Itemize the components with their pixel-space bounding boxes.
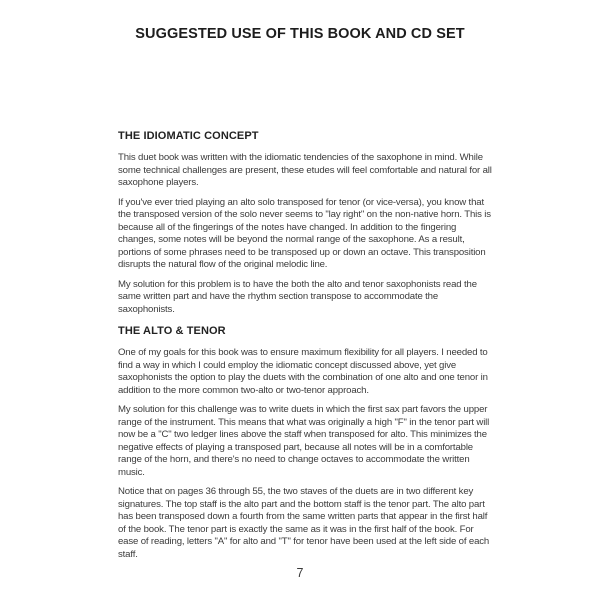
paragraph-alto-tenor-2: My solution for this challenge was to write duets in which the first sax part favors the upper range of the instrument. This means that what was originally a high "F" in the tenor part will now be a "C" two ledger lines above the staff when transposed for alto. This minimizes the negative effects of playing a transposed part, because all notes will be in a comfortable range of the horn, and there's no need to change octaves to accommodate the written music. [118,404,490,478]
section-heading-idiomatic-concept: THE IDIOMATIC CONCEPT [118,130,259,142]
paragraph-idiomatic-3: My solution for this problem is to have the both the alto and tenor saxophonists read the same written part and have the rhythm section transpose to accommodate the saxophonists. [118,278,477,315]
page-title: SUGGESTED USE OF THIS BOOK AND CD SET [135,26,465,42]
paragraph-alto-tenor-3: Notice that on pages 36 through 55, the two staves of the duets are in two different key signatures. The top staff is the alto part and the bottom staff is the tenor part. The alto part has been transposed down a fourth from the same written parts that appear in the first half of the book. The tenor part is exactly the same as it was in the first half of the book. For ease of reading, letters "A" for alto and "T" for tenor have been used at the left side of each staff. [118,486,490,560]
page-content [118,130,494,568]
paragraph-alto-tenor-1: One of my goals for this book was to ensure maximum flexibility for all players. I needed to find a way in which I could employ the idiomatic concept discussed above, yet give saxophonists the option to play the duets with the combination of one alto and one tenor in addition to the more common two-alto or two-tenor approach. [118,347,488,396]
section-heading-alto-tenor: THE ALTO & TENOR [118,325,226,337]
page-number: 7 [296,566,304,580]
paragraph-idiomatic-2: If you've ever tried playing an alto solo transposed for tenor (or vice-versa), you know that the transposed version of the solo never seems to "lay right" on the non-native horn. This is because all of the fingerings of the notes have changed. In addition to the fingering changes, some notes will be beyond the normal range of the saxophone. As a result, portions of some phrases need to be transposed up or down an octave. This transposition disrupts the natural flow of the original melodic line. [118,196,491,270]
paragraph-idiomatic-1: This duet book was written with the idiomatic tendencies of the saxophone in mind. While some technical challenges are present, these etudes will feel comfortable and natural for all saxophone players. [118,152,492,188]
